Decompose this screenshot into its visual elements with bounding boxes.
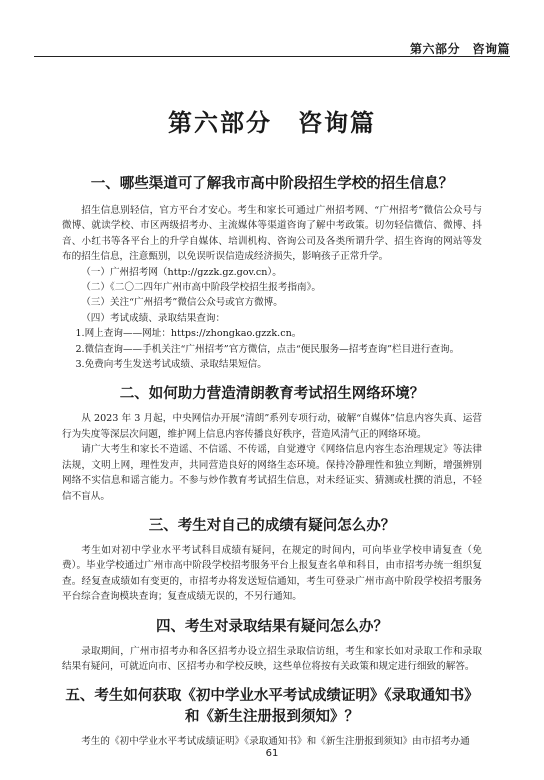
paragraph: 招生信息别轻信，官方平台才安心。考生和家长可通过广州招考网、“广州招考”微信公众号与微博、就读学校、市区两级招考办、主流媒体等渠道咨询了解中考政策。切勿轻信微信、微博、抖音、小红书等各平台上的升学自媒体、培训机构、咨询公司及各类所谓升学、招生咨询的网站等发布的招生信息，注意甄别，以免误听误信造成经济损失，影响孩子正常升学。 (62, 205, 482, 263)
paragraph: 录取期间，广州市招考办和各区招考办设立招生录取信访组，考生和家长如对录取工作和录取结果有疑问，可就近向市、区招考办和学校反映，这些单位将按有关政策和规定进行细致的解答。 (62, 645, 482, 672)
paragraph: 考生的《初中学业水平考试成绩证明》《录取通知书》和《新生注册报到须知》由市招考办通 (81, 736, 470, 748)
running-header: 第六部分 咨询篇 (409, 42, 510, 56)
paragraph: 从 2023 年 3 月起，中央网信办开展“清朗”系列专项行动，破解“自媒体”信息内容失真、运营行为失度等深层次问题，维护网上信息内容传播良好秩序，营造风清气正的网络环境。 (62, 413, 482, 440)
paragraph: 考生如对初中学业水平考试科目成绩有疑问，在规定的时间内，可向毕业学校申请复查（免费）。毕业学校通过广州市高中阶段学校招考服务平台上报复查名单和科目，由市招考办统一组织复查。经复查成绩如有变更的，市招考办将发送短信通知，考生可登录广州市高中阶段学校招考服务平台综合查询模块查询；复查成绩无误的，不另行通知。 (62, 544, 482, 603)
list-item: 3.免费向考生发送考试成绩、录取结果短信。 (75, 359, 267, 371)
list-item: （三）关注“广州招考”微信公众号或官方微博。 (81, 297, 283, 309)
list-item: 2.微信查询——手机关注“广州招考”官方微信，点击“便民服务—招考查询”栏目进行查询。 (75, 343, 460, 355)
list-item: （四）考试成绩、录取结果查询： (81, 312, 226, 324)
list-item: 1.网上查询——网址：https://zhongkao.gzzk.cn。 (75, 328, 302, 340)
section-4-heading: 四、考生对录取结果有疑问怎么办？ (156, 618, 388, 635)
paragraph: 请广大考生和家长不造谣、不信谣、不传谣，自觉遵守《网络信息内容生态治理规定》等法律法规，文明上网，理性发声，共同营造良好的网络生态环境。保持冷静理性和独立判断，增强辨别网络不实信息和谣言能力。不参与炒作教育考试招生信息，对未经证实、猜测或杜撰的消息，不轻信不盲从。 (62, 444, 482, 502)
page-number: 61 (265, 748, 279, 759)
page-title: 第六部分 咨询篇 (168, 108, 376, 137)
section-5-heading: 五、考生如何获取《初中学业水平考试成绩证明》《录取通知书》和《新生注册报到须知》？ (65, 688, 479, 726)
section-2-heading: 二、如何助力营造清朗教育考试招生网络环境？ (119, 386, 425, 403)
page-header (0, 0, 544, 56)
header-rule (34, 56, 510, 57)
list-item: （一）广州招考网（http://gzzk.gz.gov.cn）。 (81, 266, 282, 278)
list-item: （二）《二〇二四年广州市高中阶段学校招生报考指南》。 (81, 282, 322, 294)
section-1-heading: 一、哪些渠道可了解我市高中阶段招生学校的招生信息？ (90, 176, 454, 192)
page-content (62, 174, 482, 750)
section-3-heading: 三、考生对自己的成绩有疑问怎么办？ (148, 517, 396, 534)
